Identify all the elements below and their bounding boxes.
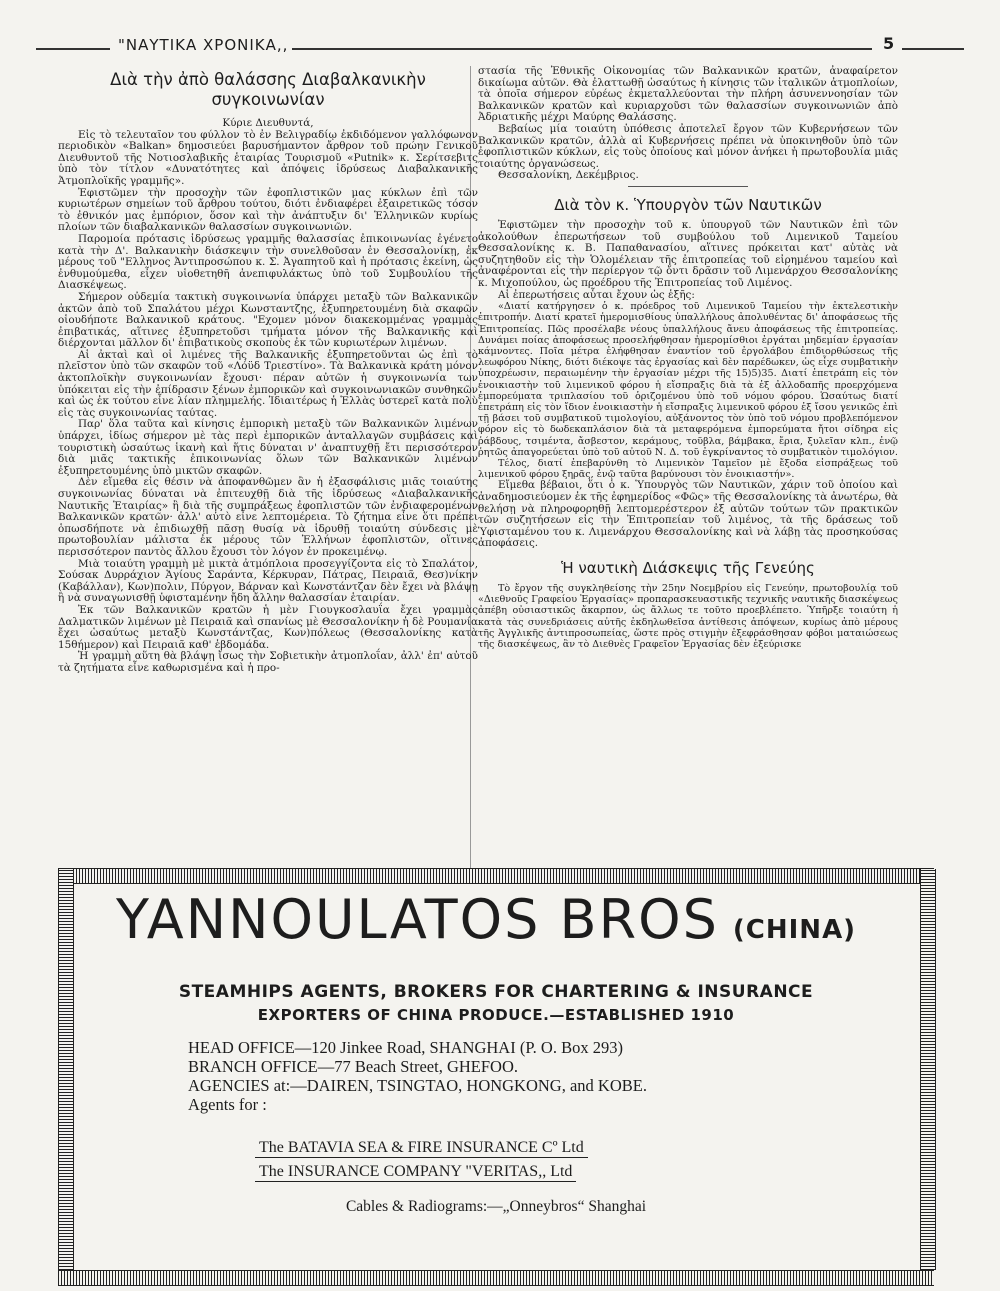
article1-salutation: Κύριε Διευθυντά,: [222, 117, 314, 129]
header-rule-left: [36, 48, 110, 50]
left-column: [58, 66, 478, 675]
article1-paragraph: Παρ' ὅλα ταῦτα καὶ κίνησις ἐμπορικὴ μεταξὺ τῶν Βαλκανικῶν λιμένων ὑπάρχει, ἰδίως σήμερον μὲ τὰς περὶ ἐμπορικῶν ἀνταλλαγῶν συμβάσεις καὶ τουριστικὴ ὡσαύτως ἱκανὴ καὶ ἥτις δύναται ν' ἀναπτυχθῇ ἔτι περισσότερον διὰ μιᾶς τακτικῆς ἐπικοινωνίας ὅλων τῶν Βαλκανικῶν λιμένων ἐξυπηρετουμένης ὑπὸ μικτῶν σκαφῶν.: [58, 418, 478, 477]
article1-paragraph: Παρομοία πρότασις ἱδρύσεως γραμμῆς θαλασσίας ἐπικοινωνίας ἐγένετο κατὰ τὴν Δ'. Βαλκανικὴν διάσκεψιν τὴν συνελθοῦσαν ἐν Θεσσαλονίκῃ, ἐκ μέρους τοῦ "Ελληνος Ἀντιπροσώπου κ. Σ. Ἀγαπητοῦ καὶ ἡ πρότασις ἐκείνη, ὡς ἐνθυμούμεθα, εἶχεν υἱοθετηθῆ ἀνεπιφυλάκτως ὑπὸ τοῦ Συμβουλίου τῆς Διασκέψεως.: [58, 232, 478, 292]
advert-border-left: [58, 869, 74, 1270]
article2-paragraph: Ἐφιστῶμεν τὴν προσοχὴν τοῦ κ. ὑπουργοῦ τῶν Ναυτικῶν ἐπὶ τῶν ἀκολούθων ἐπερωτήσεων τοῦ συμβούλου τοῦ Λιμενικοῦ Ταμείου Θεσσαλονίκης κ. Β. Παπαθανασίου, αἵτινες πρόκειται κατ' αὐτὰς νὰ συζητηθοῦν εἰς τὴν Ὁλομέλειαν τῆς ἐπιτροπείας τοῦ εἰρημένου ταμείου καὶ ἀναφέρονται εἰς τὴν περίεργον τῷ ὄντι δρᾶσιν τοῦ Λιμενάρχου Θεσσαλονίκης κ. Μιχοπούλου, ὡς προέδρου τῆς Ἐπιτροπείας τοῦ Λιμένος.: [478, 218, 898, 289]
article2-closing: Εἴμεθα βέβαιοι, ὅτι ὁ κ. Ὑπουργὸς τῶν Ναυτικῶν, χάριν τοῦ ὁποίου καὶ ἀναδημοσιεύομεν ἐκ τῆς ἐφημερίδος «Φῶς» τῆς Θεσσαλονίκης τὰ ἀνωτέρω, θὰ θελήσῃ νὰ πληροφορηθῇ λεπτομερέστερον ἐξ αὐτῶν τούτων τῶν πρακτικῶν τῶν συζητήσεων εἰς τὴν Ἐπιτροπείαν τοῦ λιμένος, τὰ τῆς δράσεως τοῦ Ὑφισταμένου του κ. Λιμενάρχου Θεσσαλονίκης καὶ νὰ λάβῃ τὰς προσηκούσας ἀποφάσεις.: [478, 479, 898, 550]
advertisement: [80, 888, 912, 1258]
advert-agents-for: Agents for :: [188, 1095, 267, 1114]
article3-paragraph: Τὸ ἔργον τῆς συγκληθείσης τὴν 25ην Νοεμβρίου εἰς Γενεύην, πρωτοβουλίᾳ τοῦ «Διεθνοῦς Γραφείου Ἐργασίας» προπαρασκευαστικῆς τεχνικῆς ναυτικῆς διασκέψεως ἀπέβη οὐσιαστικῶς ἄκαρπον, ὡς ἄλλως τε τοῦτο προεβλέπετο. Ὑπῆρξε τοιαύτη ἡ κατὰ τὰς συνεδριάσεις αὐτῆς ἐκδηλωθεῖσα ἀντίθεσις ἀπόψεων, κυρίως ἀπὸ μέρους τῆς Ἀγγλικῆς ἀντιπροσωπείας, ὥστε πρὸς στιγμὴν ἐξεφράσθησαν φόβοι ματαιώσεως τῆς διασκέψεως, ἂν τὸ Διεθνὲς Γραφεῖον Ἐργασίας δὲν ἐξεύρισκε: [478, 582, 898, 650]
article1-paragraph: Εἰς τὸ τελευταῖον του φύλλον τὸ ἐν Βελιγραδίῳ ἐκδιδόμενον γαλλόφωνον περιοδικὸν «Balkan» δημοσιεύει βαρυσήμαντον ἄρθρον τοῦ πρώην Γενικοῦ Διευθυντοῦ τῆς Νοτιοσλαβικῆς ἑταιρίας Τουρισμοῦ «Putnik» κ. Σερίτσεβιτς ὑπὸ τὸν τίτλον «Δυνατότητες καὶ ἀπόψεις ἱδρύσεως Διαβαλκανικῆς Ἀτμοπλοϊκῆς γραμμῆς».: [58, 128, 478, 187]
article1-title-line2: συγκοινωνίαν: [211, 90, 325, 109]
header-rule-middle: [292, 48, 872, 50]
right-column: [478, 66, 898, 650]
article1-paragraph: Δὲν εἴμεθα εἰς θέσιν νὰ ἀποφανθῶμεν ἂν ἡ ἐξασφάλισις μιᾶς τοιαύτης συγκοινωνίας δύναται νὰ ἐπιτευχθῇ διὰ τῆς ἱδρύσεως «Διαβαλκανικῆς Ναυτικῆς Ἑταιρίας» ἢ διὰ τῆς συμπράξεως ἐφοπλιστῶν τῶν ἐνδιαφερομένων Βαλκανικῶν κρατῶν· ἀλλ' αὐτὸ εἶνε λεπτομέρεια. Τὸ ζήτημα εἶνε ὅτι πρέπει ὁπωσδήποτε νὰ ἐπιδιωχθῇ πᾶσῃ θυσίᾳ νὰ ἱδρυθῇ τοιαύτη σύνδεσις μὲ πρωτοβουλίαν μάλιστα ἐκ μέρους τῶν Ἑλλήνων ἐφοπλιστῶν, οἵτινες περισσότερον παντὸς ἄλλου ἔχουσι τὸν λόγον ἐν προκειμένῳ.: [58, 476, 478, 558]
advert-cables: Cables & Radiograms:—„Onneybros“ Shanghai: [345, 1198, 647, 1215]
article1-signoff: Θεσσαλονίκη, Δεκέμβριος.: [498, 169, 639, 182]
advert-border-right: [920, 869, 936, 1270]
article1-paragraph: Σήμερον οὐδεμία τακτικὴ συγκοινωνία ὑπάρχει μεταξὺ τῶν Βαλκανικῶν ἀκτῶν ἀπὸ τοῦ Σπαλάτου μέχρι Κωνσταντζης, ἐξυπηρετουμένη διὰ σκαφῶν οἱουδήποτε Βαλκανικοῦ κράτους. "Εχομεν μόνον διακεκομμένας γραμμὰς ἐπιβατικάς, αἵτινες ἐξυπηρετοῦσι τμήματα μόνον τῆς Βαλκανικῆς καὶ διέρχονται μᾶλλον δι' ἐπιβατικοὺς σκοποὺς ἐκ τῶν κυριωτέρων λιμένων.: [58, 290, 478, 350]
article1-paragraph: Ἐφιστῶμεν τὴν προσοχὴν τῶν ἐφοπλιστικῶν μας κύκλων ἐπὶ τῶν κυριωτέρων σημείων τοῦ ἄρθρου τούτου, διότι ἐνδιαφέρει ἐξαιρετικῶς τόσον τὸ ἐθνικόν μας ἐμπόριον, ὅσον καὶ τὴν ἀνάπτυξιν δι' Ἑλληνικῶν κυρίως πλοίων τῶν διαβαλκανικῶν θαλασσίων συγκοινωνιῶν.: [58, 186, 478, 234]
advert-agent-batavia: The BATAVIA SEA & FIRE INSURANCE Cº Ltd: [255, 1139, 588, 1158]
article1-paragraph: Μιὰ τοιαύτη γραμμὴ μὲ μικτὰ ἀτμόπλοια προσεγγίζοντα εἰς τὸ Σπαλάτον, Σούσακ Δυρράχιον Ἁγίους Σαράντα, Κέρκυραν, Πάτρας, Πειραιᾶ, Θεσ)νίκην (Καβάλλαν), Κων)πολιν, Πύργον, Βάρναν καὶ Κωνστάντζαν δὲν ἔχει νὰ βλάψῃ ἢ νὰ συναγωνισθῇ ὑφισταμένην ἤδη ἄλλην θαλασσίαν ἑταιρίαν.: [58, 557, 478, 605]
advert-border-bottom: [58, 1270, 934, 1286]
article1-paragraph: Ἐκ τῶν Βαλκανικῶν κρατῶν ἡ μὲν Γιουγκοσλαυΐα ἔχει γραμμὰς Δαλματικῶν λιμένων μὲ Πειραιᾶ καὶ σπανίως μὲ Θεσσαλονίκην ἡ δὲ Ρουμανία ἔχει ὡσαύτως μεταξὺ Κωνστάντζας, Κων)πόλεως (Θεσσαλονίκης κατὰ 15θήμερον) καὶ Πειραιᾶ καθ' ἑβδομάδα.: [58, 603, 478, 651]
article2-title: Διὰ τὸν κ. Ὑπουργὸν τῶν Ναυτικῶν: [554, 195, 822, 214]
article-divider: [628, 186, 748, 187]
advert-services: STEAMHIPS AGENTS, BROKERS FOR CHARTERING & INSURANCE: [178, 982, 814, 1002]
journal-title: "ΝΑΥΤΙΚΑ ΧΡΟΝΙΚΑ,,: [118, 36, 289, 54]
article1-paragraph: Αἱ ἀκταὶ καὶ οἱ λιμένες τῆς Βαλκανικῆς ἐξυπηρετοῦνται ὡς ἐπὶ τὸ πλεῖστον ὑπὸ τῶν σκαφῶν τοῦ «Λόϋδ Τριεστίνο». Τὰ Βαλκανικὰ κράτη μόνον ἀκτοπλοϊκὴν συγκοινωνίαν ἔχουσι· πέραν αὐτῶν ἡ συγκοινωνία των ὑπόκειται εἰς τὴν ἐπίδρασιν ξένων ἐμπορικῶν καὶ συγκοινωνιακῶν συνθηκῶν καὶ ὡς ἐκ τούτου εἶνε λίαν πλημμελής. Ἰδιαιτέρως ἡ Ἑλλὰς ὑστερεῖ κατὰ πολὺ εἰς τὰς συγκοινωνίας ταύτας.: [58, 348, 478, 419]
advert-border-top: [58, 868, 934, 884]
advert-company-suffix: (CHINA): [732, 915, 857, 945]
advert-agencies: AGENCIES at:—DAIREN, TSINGTAO, HONGKONG, and KOBE.: [188, 1076, 647, 1095]
advert-company-name: YANNOULATOS BROS: [116, 888, 719, 951]
advert-branch-office: BRANCH OFFICE—77 Beach Street, GHEFOO.: [188, 1057, 518, 1076]
article2-quote: Τέλος, διατί ἐπεβαρύνθη τὸ Λιμενικὸν Ταμεῖον μὲ ἔξοδα εἰσπράξεως τοῦ λιμενικοῦ φόρου ξηρᾶς, ἐνῷ ταῦτα βαρύνουσι τὸν ἐνοικιαστήν».: [478, 457, 898, 481]
advert-head-office: HEAD OFFICE—120 Jinkee Road, SHANGHAI (P. O. Box 293): [188, 1038, 623, 1057]
article1-paragraph: Ἡ γραμμὴ αὕτη θὰ βλάψῃ ἴσως τὴν Σοβιετικὴν ἀτμοπλοΐαν, ἀλλ' ἐπ' αὐτοῦ τὰ ζητήματα εἶνε καθωρισμένα καὶ ἡ προ-: [58, 650, 478, 674]
page-number: 5: [883, 34, 895, 53]
advert-agent-veritas: The INSURANCE COMPANY "VERITAS,, Ltd: [255, 1163, 576, 1182]
article1-continuation: στασία τῆς Ἐθνικῆς Οἰκονομίας τῶν Βαλκανικῶν κρατῶν, ἀναφαίρετον δικαίωμα αὐτῶν. Θὰ ἐλαττωθῇ ὡσαύτως ἡ κίνησις τῶν ἰταλικῶν ἀτμοπλοίων, τὰ ὁποῖα σήμερον εὐρέως ἐκμεταλλεύονται τὴν πλήρη ἀσυνεννοησίαν τῶν Βαλκανικῶν κρατῶν καὶ κυριαρχοῦσι τῶν θαλασσίων συγκοινωνιῶν ἀπὸ Ἀδριατικῆς μέχρι Μαύρης Θαλάσσης.: [478, 65, 898, 124]
article1-title-line1: Διὰ τὴν ἀπὸ θαλάσσης Διαβαλκανικὴν: [110, 70, 426, 89]
header-rule-right: [902, 48, 964, 50]
article1-continuation: Βεβαίως μία τοιαύτη ὑπόθεσις ἀποτελεῖ ἔργον τῶν Κυβερνήσεων τῶν Βαλκανικῶν κρατῶν, ἀλλὰ αἱ Κυβερνήσεις πρέπει νὰ ὑποκινηθοῦν ὑπὸ τῶν ἐφοπλιστικῶν κύκλων, εἰς τοὺς ὁποίους καὶ μόνον ἀνήκει ἡ πρωτοβουλία μιᾶς τοιαύτης ὀργανώσεως.: [478, 122, 898, 170]
article2-quote: «Διατί κατήργησεν ὁ κ. πρόεδρος τοῦ Λιμενικοῦ Ταμείου τὴν ἐκτελεστικὴν ἐπιτροπήν. Διατί κρατεῖ ἡμερομισθίους ὑπαλλήλους ἀπολυθέντας δι' ἀποφάσεως τῆς Ἐπιτροπείας. Πῶς προσέλαβε νέους ὑπαλλήλους ἄνευ ἀποφάσεως τῆς ἐπιτροπείας. Δυνάμει ποίας ἀποφάσεως προσελήφθησαν ἡμερομίσθιοι ἐργάται μηδεμίαν ἐργασίαν κάμνοντες. Ποῖα μέτρα ἐλήφθησαν ἐναντίον τοῦ ἐργολάβου ἐπιδιορθώσεως τῆς λεωφόρου Νίκης, διότι διέκοψε τὰς ἐργασίας καὶ δὲν παρέδωκεν, ὡς εἶχε συμβατικὴν ὑποχρέωσιν, περαιωμένην τὴν ἐργασίαν μέχρι τῆς 15)5)35. Διατί ἐπετράπη εἰς τὸν ἐνοικιαστὴν τοῦ λιμενικοῦ φόρου ἡ εἴσπραξις διὰ τὰ ἐξ ἀλλοδαπῆς προερχόμενα ἐμπορεύματα τριπλασίου τοῦ ὁριζομένου ὑπὸ τοῦ νόμου φόρου. Ὡσαύτως διατί ἐπετράπη εἰς τὸν ἴδιον ἐνοικιαστὴν ἡ εἴσπραξις λιμενικοῦ φόρου ἐξ ἴσου γενικῶς ἐπὶ τῇ βάσει τοῦ συμβατικοῦ τιμολογίου, αὐξάνοντος τὸν ὑπὸ τοῦ νόμου προβλεπόμενον φόρον εἰς τὸ δωδεκαπλάσιον διὰ τὰ μεταφερόμενα ἐμπορεύματα ἤτοι σίδηρα εἰς ῥάβδους, τσιμέντα, ἄσβεστον, κεράμους, τοῦβλα, βάμβακα, ἔρια, ξυλεῖαν κλπ., ἐνῷ ῥητῶς ἀπαγορεύεται ὑπὸ τοῦ αὐτοῦ Ν. Δ. τοῦ ἐγκρίναντος τὸ συμβατικὸν τιμολόγιον.: [478, 301, 898, 458]
advert-company: [116, 888, 856, 951]
article2-paragraph: Αἱ ἐπερωτήσεις αὗται ἔχουν ὡς ἑξῆς:: [498, 288, 695, 301]
advert-exporters: EXPORTERS OF CHINA PRODUCE.—ESTABLISHED 1910: [257, 1006, 735, 1024]
article1-title: [58, 70, 478, 110]
article3-title: Ἡ ναυτικὴ Διάσκεψις τῆς Γενεύης: [561, 558, 815, 577]
